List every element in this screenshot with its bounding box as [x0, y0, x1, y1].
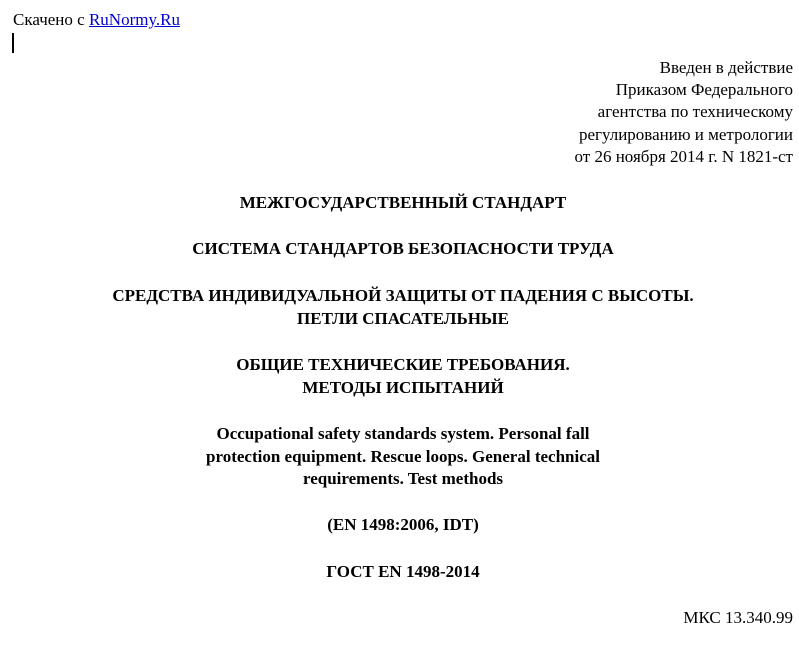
text-cursor [12, 33, 14, 53]
decree-line: Приказом Федерального [615, 80, 793, 100]
title-line: ПЕТЛИ СПАСАТЕЛЬНЫЕ [297, 308, 509, 328]
decree-line: от 26 ноября 2014 г. N 1821-ст [574, 146, 793, 166]
equivalence-text: (EN 1498:2006, IDT) [327, 515, 479, 534]
source-prefix: Скачено с [13, 10, 89, 29]
mks-code: МКС 13.340.99 [683, 608, 793, 627]
decree-block [575, 57, 794, 168]
system-text: СИСТЕМА СТАНДАРТОВ БЕЗОПАСНОСТИ ТРУДА [192, 239, 614, 258]
runormy-link[interactable]: RuNormy.Ru [88, 10, 180, 29]
title-heading [0, 285, 799, 330]
title-line: СРЕДСТВА ИНДИВИДУАЛЬНОЙ ЗАЩИТЫ ОТ ПАДЕНИЯ С ВЫСОТЫ. [112, 286, 694, 305]
subtitle-line: ОБЩИЕ ТЕХНИЧЕСКИЕ ТРЕБОВАНИЯ. [236, 355, 570, 374]
subtitle-line: МЕТОДЫ ИСПЫТАНИЙ [302, 377, 504, 397]
english-title-line: protection equipment. Rescue loops. General technical [206, 446, 600, 466]
decree-line: Введен в действие [659, 58, 793, 77]
subtitle-heading [0, 354, 799, 399]
english-title-line: requirements. Test methods [302, 469, 504, 488]
system-heading [0, 238, 799, 261]
english-title [0, 423, 799, 491]
equivalence-note [0, 514, 799, 537]
standard-designation [0, 561, 799, 584]
source-line [13, 9, 180, 31]
standard-type-text: МЕЖГОСУДАРСТВЕННЫЙ СТАНДАРТ [239, 193, 567, 212]
decree-line: регулированию и метрологии [578, 124, 793, 144]
designation-text: ГОСТ EN 1498-2014 [326, 562, 480, 581]
decree-line: агентства по техническому [597, 102, 793, 122]
standard-type-heading [0, 192, 799, 215]
english-title-line: Occupational safety standards system. Personal fall [216, 424, 590, 443]
